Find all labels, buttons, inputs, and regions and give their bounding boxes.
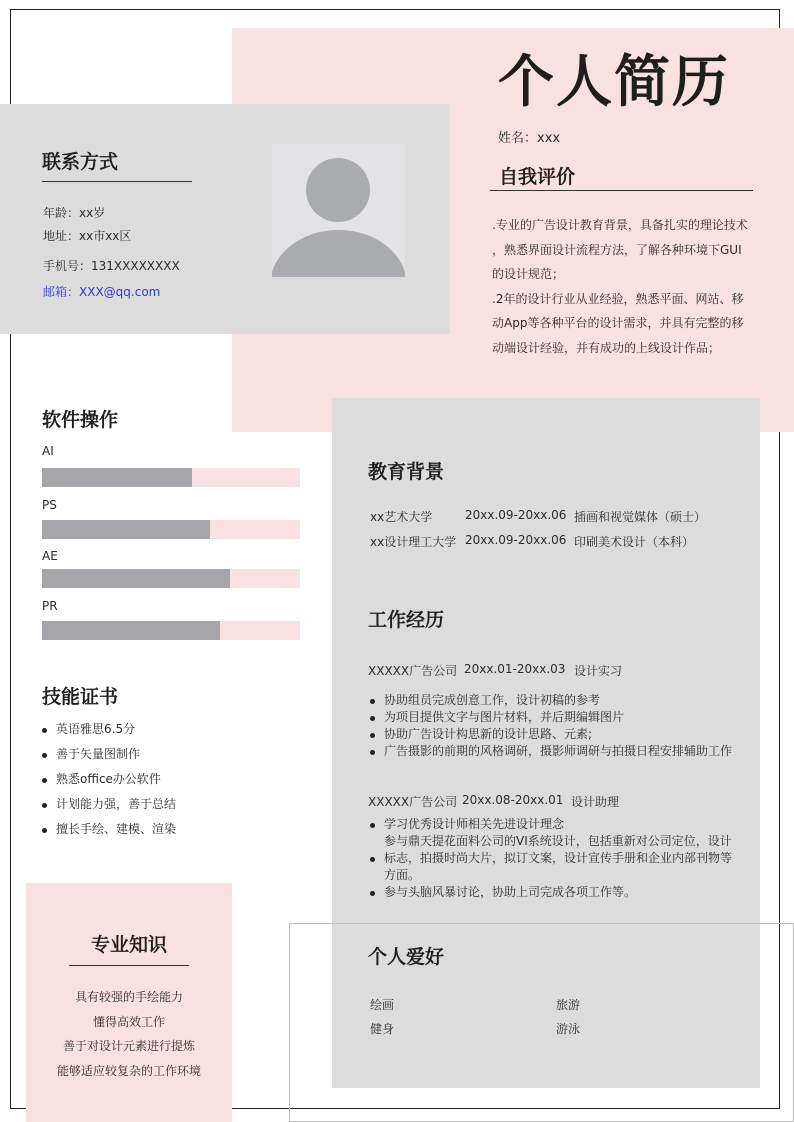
hobby-outline: [289, 923, 794, 1122]
work-heading: 工作经历: [368, 609, 445, 631]
skill-bar-fill: [42, 569, 230, 588]
list-item: 懂得高效工作: [92, 1014, 165, 1029]
avatar-body-icon: [272, 230, 405, 277]
list-item: 协助广告设计构思新的设计思路、元素;: [370, 726, 742, 743]
email-label: 邮箱：: [43, 285, 80, 299]
list-item: 参与鼎天提花面料公司的VI系统设计，包括重新对公司定位，设计标志，拍摄时尚大片，拟订文案，设计宣传手册和企业内部刊物等方面。: [370, 833, 742, 884]
job-role: 设计实习: [574, 664, 623, 678]
contact-address: 地址：xx市xx区: [43, 229, 132, 243]
list-item: 熟悉office办公软件: [42, 767, 176, 792]
list-item: 善于矢量图制作: [42, 742, 176, 767]
self-eval-line: 动端设计经验，并有成功的上线设计作品；: [492, 340, 721, 355]
list-item: 具有较强的手绘能力: [74, 990, 183, 1004]
list-item: 协助组员完成创意工作，设计初稿的参考: [370, 692, 742, 709]
hobbies-heading: 个人爱好: [368, 946, 445, 968]
contact-email-row: [43, 280, 160, 304]
skill-bar-fill: [42, 468, 192, 487]
contact-heading: 联系方式: [42, 151, 119, 173]
skill-label-ps: PS: [42, 498, 57, 512]
self-eval-line: ，熟悉界面设计流程方法，了解各种环境下GUI: [492, 242, 742, 257]
self-eval-line: .专业的广告设计教育背景，具备扎实的理论技术: [492, 218, 748, 232]
self-eval-line: 动App等各种平台的设计需求，并具有完整的移: [492, 316, 744, 330]
list-item: 计划能力强，善于总结: [42, 792, 176, 817]
list-item: 英语雅思6.5分: [42, 717, 176, 742]
hobby-item: 绘画: [370, 998, 395, 1012]
job-header: [0, 793, 794, 813]
list-item: 为项目提供文字与图片材料，并后期编辑图片: [370, 709, 742, 726]
skill-bar-fill: [42, 621, 220, 640]
contact-age: 年龄：xx岁: [43, 206, 106, 220]
edu-major: 印刷美术设计（本科）: [574, 535, 695, 549]
job-period: 20xx.08-20xx.01: [462, 793, 564, 807]
list-item: 善于对设计元素进行提炼: [62, 1039, 195, 1053]
certificates-list: [42, 717, 176, 842]
list-item: 参与头脑风暴讨论，协助上司完成各项工作等。: [370, 884, 742, 901]
contact-divider: [42, 181, 192, 182]
skill-bar-pr: [42, 621, 300, 640]
page-title: 个人简历: [498, 50, 730, 115]
skill-label-pr: PR: [42, 599, 58, 613]
job-company: XXXXX广告公司: [368, 664, 458, 678]
job-duties: [370, 692, 742, 760]
table-row: [0, 533, 794, 553]
list-item: 学习优秀设计师相关先进设计理念: [370, 816, 742, 833]
skill-label-ai: AI: [42, 444, 54, 458]
hobby-item: 旅游: [556, 998, 581, 1012]
table-row: [0, 508, 794, 528]
list-item: 广告摄影的前期的风格调研，摄影师调研与拍摄日程安排辅助工作: [370, 743, 742, 760]
knowledge-heading: 专业知识: [90, 934, 167, 956]
self-eval-divider: [490, 190, 753, 191]
contact-phone: 手机号：131XXXXXXXX: [43, 259, 180, 273]
self-eval-heading: 自我评价: [499, 166, 576, 188]
job-role: 设计助理: [571, 795, 620, 809]
job-period: 20xx.01-20xx.03: [464, 662, 566, 676]
hobby-item: 游泳: [556, 1022, 581, 1036]
job-duties: [370, 816, 742, 901]
skill-bar-ai: [42, 468, 300, 487]
self-eval-text: [492, 213, 748, 360]
certificates-heading: 技能证书: [42, 686, 119, 708]
edu-major: 插画和视觉媒体（硕士）: [574, 510, 707, 524]
edu-school: xx设计理工大学: [370, 535, 457, 549]
list-item: 能够适应较复杂的工作环境: [56, 1063, 201, 1078]
avatar-head-icon: [306, 158, 370, 222]
edu-period: 20xx.09-20xx.06: [465, 533, 567, 547]
skill-bar-ae: [42, 569, 300, 588]
hobby-item: 健身: [370, 1022, 395, 1036]
name-line: 姓名：xxx: [498, 131, 561, 146]
self-eval-line: .2年的设计行业从业经验，熟悉平面、网站、移: [492, 291, 744, 306]
software-heading: 软件操作: [42, 409, 119, 431]
skill-label-ae: AE: [42, 549, 58, 563]
self-eval-line: 的设计规范；: [492, 267, 565, 281]
knowledge-list: [26, 985, 232, 1083]
knowledge-divider: [69, 965, 189, 966]
edu-school: xx艺术大学: [370, 510, 433, 524]
list-item: 擅长手绘、建模、渲染: [42, 817, 176, 842]
education-heading: 教育背景: [368, 461, 445, 483]
edu-period: 20xx.09-20xx.06: [465, 508, 567, 522]
job-company: XXXXX广告公司: [368, 795, 458, 809]
job-header: [0, 662, 794, 682]
avatar: [272, 144, 405, 277]
email-link[interactable]: XXX@qq.com: [79, 285, 161, 299]
